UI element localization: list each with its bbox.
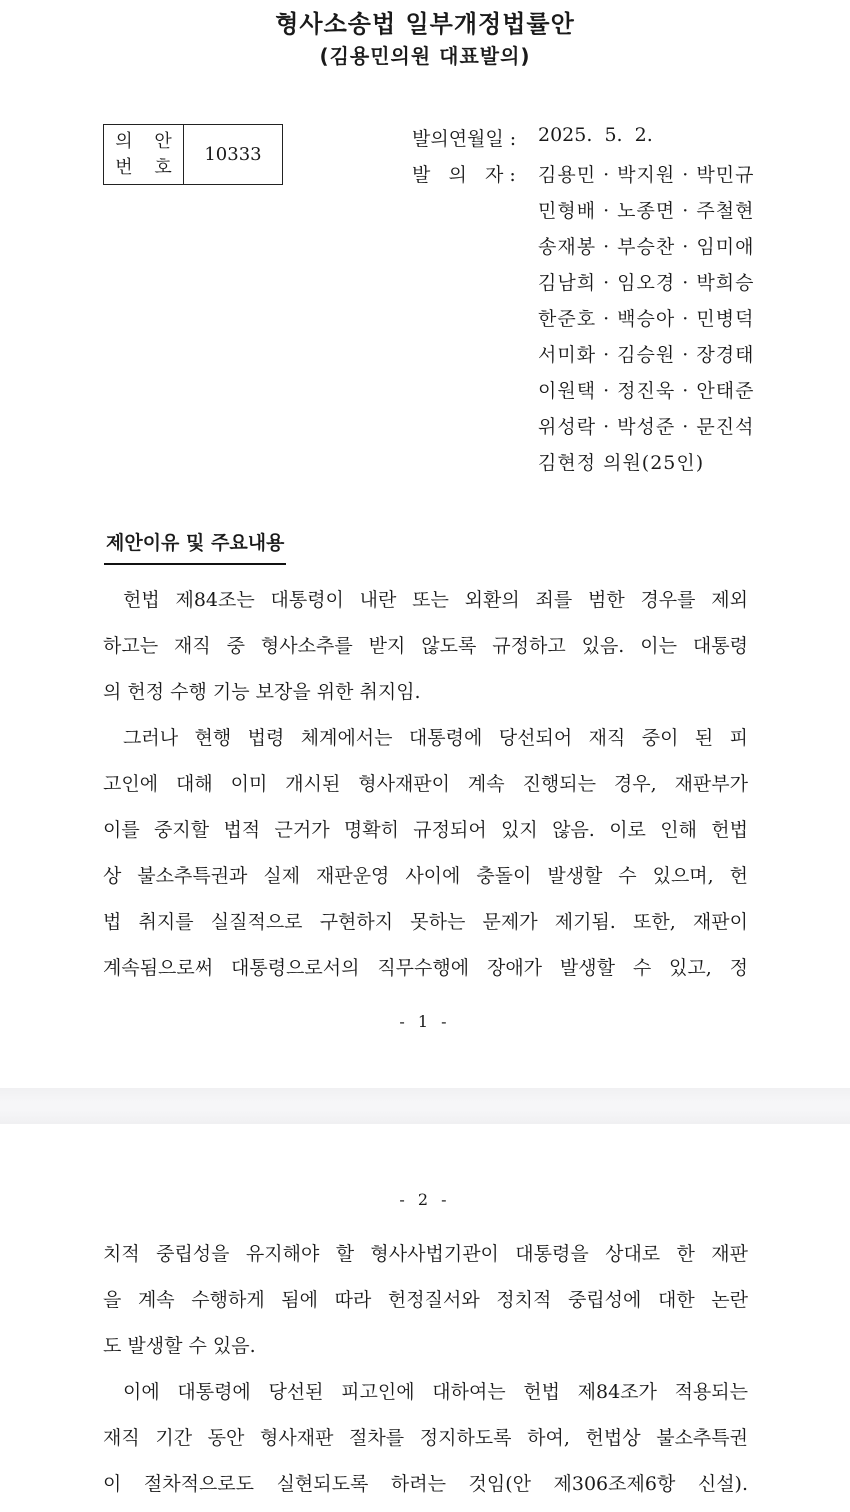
page-separator: [0, 1088, 850, 1124]
bill-number-box: [103, 124, 283, 185]
body-line: 의 헌정 수행 기능 보장을 위한 취지임.: [103, 681, 421, 703]
body-line: 이에 대통령에 당선된 피고인에 대하여는 헌법 제84조가 적용되는: [123, 1381, 748, 1403]
proposal-date-label: 발의연월일 :: [412, 128, 517, 150]
sponsor-line: 이원택 · 정진욱 · 안태준: [538, 380, 755, 402]
bill-label-line-2: 번 호: [115, 156, 180, 178]
body-line: 고인에 대해 이미 개시된 형사재판이 계속 진행되는 경우, 재판부가: [103, 773, 748, 795]
bill-label-line-1: 의 안: [115, 130, 180, 152]
sponsor-line: 김현정 의원(25인): [538, 452, 705, 474]
body-line: 상 불소추특권과 실제 재판운영 사이에 충돌이 발생할 수 있으며, 헌: [103, 865, 748, 887]
body-line: 치적 중립성을 유지해야 할 형사사법기관이 대통령을 상대로 한 재판: [103, 1243, 748, 1265]
body-line: 헌법 제84조는 대통령이 내란 또는 외환의 죄를 범한 경우를 제외: [123, 589, 748, 611]
body-line: 그러나 현행 법령 체계에서는 대통령에 당선되어 재직 중이 된 피: [123, 727, 748, 749]
sponsor-line: 한준호 · 백승아 · 민병덕: [538, 308, 755, 330]
document-title: 형사소송법 일부개정법률안: [275, 10, 575, 38]
sponsor-line: 서미화 · 김승원 · 장경태: [538, 344, 755, 366]
body-line: 이 절차적으로도 실현되도록 하려는 것임(안 제306조제6항 신설).: [103, 1473, 748, 1495]
bill-number-label: [104, 125, 184, 184]
page-number: - 1 -: [399, 1012, 451, 1031]
sponsors-label: 발 의 자 :: [412, 164, 516, 186]
sponsor-line: 민형배 · 노종면 · 주철현: [538, 200, 755, 222]
body-line: 이를 중지할 법적 근거가 명확히 규정되어 있지 않음. 이로 인해 헌법: [103, 819, 748, 841]
body-line: 도 발생할 수 있음.: [103, 1335, 256, 1357]
sponsor-line: 김용민 · 박지원 · 박민규: [538, 164, 755, 186]
body-line: 법 취지를 실질적으로 구현하지 못하는 문제가 제기됨. 또한, 재판이: [103, 911, 748, 933]
sponsor-line: 송재봉 · 부승찬 · 임미애: [538, 236, 755, 258]
sponsor-line: 위성락 · 박성준 · 문진석: [538, 416, 755, 438]
document-subtitle: (김용민의원 대표발의): [319, 44, 531, 68]
bill-number-value: 10333: [204, 144, 262, 165]
section-heading: 제안이유 및 주요내용: [104, 528, 286, 565]
sponsor-line: 김남희 · 임오경 · 박희승: [538, 272, 755, 294]
body-line: 재직 기간 동안 형사재판 절차를 정지하도록 하여, 헌법상 불소추특권: [103, 1427, 748, 1449]
document-page-2: [0, 1124, 850, 1512]
body-line: 을 계속 수행하게 됨에 따라 헌정질서와 정치적 중립성에 대한 논란: [103, 1289, 748, 1311]
body-line: 하고는 재직 중 형사소추를 받지 않도록 규정하고 있음. 이는 대통령: [103, 635, 748, 657]
body-line: 계속됨으로써 대통령으로서의 직무수행에 장애가 발생할 수 있고, 정: [103, 957, 748, 979]
proposal-date-value: 2025. 5. 2.: [538, 124, 653, 146]
page-number: - 2 -: [399, 1190, 451, 1209]
